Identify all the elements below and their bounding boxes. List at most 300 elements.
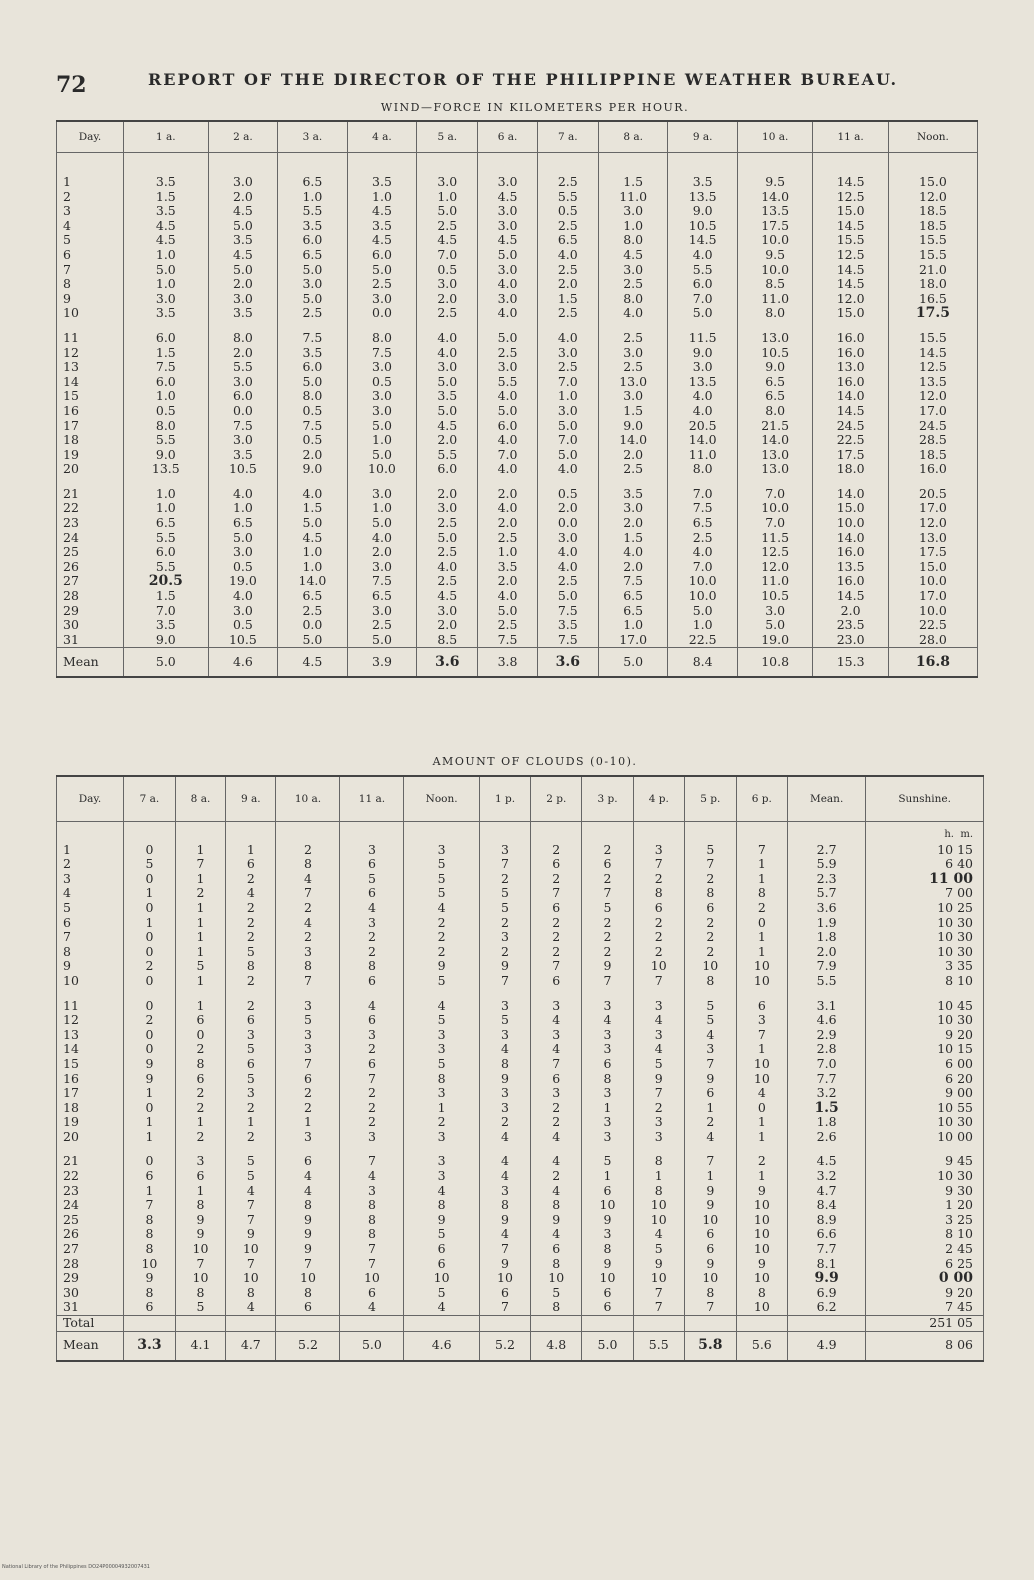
value-cell: 7.5 (124, 360, 209, 375)
value-cell: 28.0 (888, 633, 977, 648)
value-cell: 3 (404, 1042, 479, 1057)
value-cell: 9.0 (278, 462, 348, 477)
value-cell: 5.0 (208, 219, 278, 234)
value-cell: 2.8 (787, 1042, 865, 1057)
value-cell: 1 (175, 872, 225, 887)
value-cell: 5 (124, 857, 176, 872)
value-cell: 7.5 (347, 346, 417, 361)
value-cell: 2 (276, 843, 340, 858)
table-row (57, 1257, 984, 1272)
value-cell: 1 (404, 1101, 479, 1116)
day-cell: 27 (57, 574, 124, 589)
value-cell: 28.5 (888, 433, 977, 448)
value-cell: 2.0 (537, 277, 598, 292)
value-cell: 10 (404, 1271, 479, 1286)
value-cell: 5 (633, 1242, 684, 1257)
value-cell: 7 (479, 1242, 530, 1257)
table-row (57, 901, 984, 916)
value-cell: 4.0 (478, 589, 537, 604)
value-cell: 2 (226, 916, 276, 931)
value-cell: 3 (633, 843, 684, 858)
value-cell: 6 (684, 901, 736, 916)
value-cell: 6 (582, 1184, 633, 1199)
value-cell: 6 (684, 1227, 736, 1242)
value-cell: 8 (124, 1213, 176, 1228)
mean-value: 4.5 (278, 648, 348, 678)
units-cell (531, 822, 582, 843)
value-cell: 4.0 (537, 545, 598, 560)
value-cell: 13.5 (737, 204, 812, 219)
value-cell: 10 (736, 1057, 787, 1072)
value-cell: 4.0 (598, 306, 668, 321)
value-cell: 15.5 (813, 233, 888, 248)
value-cell: 2.5 (278, 604, 348, 619)
value-cell: 7.0 (787, 1057, 865, 1072)
value-cell: 2 (226, 872, 276, 887)
value-cell: 6.5 (278, 248, 348, 263)
value-cell: 1.0 (347, 433, 417, 448)
value-cell: 3 (340, 1184, 404, 1199)
value-cell: 1.0 (278, 545, 348, 560)
value-cell: 17.0 (888, 501, 977, 516)
value-cell: 16.0 (813, 545, 888, 560)
day-cell: 31 (57, 1300, 124, 1315)
value-cell: 0 (736, 916, 787, 931)
value-cell: 9 (531, 1213, 582, 1228)
value-cell: 3 (582, 1227, 633, 1242)
value-cell: 2 (684, 916, 736, 931)
value-cell: 1 (175, 974, 225, 989)
value-cell: 10.0 (668, 574, 738, 589)
value-cell: 9 (276, 1242, 340, 1257)
value-cell: 3 (276, 1130, 340, 1145)
value-cell: 9.0 (598, 419, 668, 434)
day-cell: 14 (57, 1042, 124, 1057)
value-cell: 14.0 (813, 531, 888, 546)
value-cell: 7.0 (537, 433, 598, 448)
value-cell: 6.5 (537, 233, 598, 248)
value-cell: 4.0 (417, 331, 478, 346)
value-cell: 10 (531, 1271, 582, 1286)
value-cell: 6 (736, 999, 787, 1014)
value-cell: 6 (531, 1242, 582, 1257)
day-cell: 10 (57, 306, 124, 321)
clouds-col-header: 3 p. (582, 776, 633, 822)
value-cell: 4.5 (598, 248, 668, 263)
value-cell: 1 (175, 916, 225, 931)
value-cell: 13.5 (124, 462, 209, 477)
value-cell: 14.5 (813, 589, 888, 604)
value-cell: 1.5 (598, 153, 668, 190)
value-cell: 6 (124, 1300, 176, 1315)
value-cell: 1 (124, 1130, 176, 1145)
value-cell: 2.0 (208, 346, 278, 361)
value-cell: 5.0 (537, 448, 598, 463)
value-cell: 4 (684, 1130, 736, 1145)
value-cell: 3.0 (347, 292, 417, 307)
value-cell: 11.0 (737, 292, 812, 307)
value-cell: 18.5 (888, 204, 977, 219)
value-cell: 3.0 (598, 263, 668, 278)
value-cell: 6 (404, 1242, 479, 1257)
value-cell: 6 (582, 1300, 633, 1315)
value-cell: 4.0 (537, 248, 598, 263)
value-cell: 3.5 (417, 389, 478, 404)
value-cell: 6 (340, 857, 404, 872)
value-cell: 8 (226, 1286, 276, 1301)
value-cell: 0.5 (278, 404, 348, 419)
value-cell: 2.0 (598, 448, 668, 463)
value-cell: 8 10 (866, 974, 984, 989)
value-cell: 21.5 (737, 419, 812, 434)
clouds-col-header: 9 a. (226, 776, 276, 822)
value-cell: 5.0 (208, 531, 278, 546)
value-cell: 10 (684, 959, 736, 974)
value-cell: 7 (633, 857, 684, 872)
value-cell: 4.0 (347, 531, 417, 546)
value-cell: 2.5 (598, 277, 668, 292)
value-cell: 7.0 (668, 487, 738, 502)
value-cell: 9 (736, 1184, 787, 1199)
value-cell: 1 (736, 1115, 787, 1130)
value-cell: 4 (404, 999, 479, 1014)
value-cell: 4.0 (598, 545, 668, 560)
value-cell: 2 (340, 945, 404, 960)
table-row (57, 233, 978, 248)
value-cell: 4 (276, 916, 340, 931)
value-cell: 5 (404, 872, 479, 887)
value-cell: 9 (684, 1184, 736, 1199)
mean-value: 5.2 (479, 1331, 530, 1361)
value-cell: 1.0 (208, 501, 278, 516)
day-cell: 22 (57, 1169, 124, 1184)
value-cell: 3.0 (208, 375, 278, 390)
value-cell: 3.0 (347, 604, 417, 619)
value-cell: 4.5 (347, 204, 417, 219)
value-cell: 4 (340, 1169, 404, 1184)
value-cell: 9.0 (668, 346, 738, 361)
value-cell: 0 (124, 901, 176, 916)
value-cell: 6 25 (866, 1257, 984, 1272)
value-cell: 5.5 (668, 263, 738, 278)
value-cell: 3 (582, 1115, 633, 1130)
value-cell: 6.5 (737, 375, 812, 390)
table-row (57, 930, 984, 945)
value-cell: 16.0 (813, 331, 888, 346)
value-cell: 6.0 (208, 389, 278, 404)
wind-table-title: WIND—FORCE IN KILOMETERS PER HOUR. (380, 101, 690, 114)
value-cell: 8 (124, 1286, 176, 1301)
value-cell: 6 (531, 857, 582, 872)
value-cell: 13.5 (888, 375, 977, 390)
value-cell: 2 (124, 1013, 176, 1028)
value-cell: 2.0 (417, 618, 478, 633)
value-cell: 8 (276, 1286, 340, 1301)
value-cell: 5 (404, 857, 479, 872)
mean-value: 5.8 (684, 1331, 736, 1361)
value-cell: 6.5 (124, 516, 209, 531)
value-cell: 9 (582, 1213, 633, 1228)
value-cell: 0 (124, 945, 176, 960)
value-cell: 4 (479, 1042, 530, 1057)
value-cell: 5.0 (347, 633, 417, 648)
value-cell: 8 (404, 1198, 479, 1213)
value-cell: 8.0 (208, 331, 278, 346)
value-cell: 4 (340, 999, 404, 1014)
value-cell: 5.0 (668, 306, 738, 321)
value-cell: 6 (175, 1169, 225, 1184)
value-cell: 8.1 (787, 1257, 865, 1272)
value-cell: 8.0 (124, 419, 209, 434)
value-cell: 9 (479, 959, 530, 974)
value-cell: 10 (340, 1271, 404, 1286)
value-cell: 8.0 (668, 462, 738, 477)
value-cell: 6 (531, 974, 582, 989)
value-cell: 1 (124, 916, 176, 931)
value-cell: 0.5 (208, 618, 278, 633)
total-cell (684, 1316, 736, 1332)
value-cell: 2.5 (347, 618, 417, 633)
value-cell: 2.5 (417, 306, 478, 321)
value-cell: 24.5 (888, 419, 977, 434)
value-cell: 15.5 (888, 331, 977, 346)
value-cell: 7 (479, 1300, 530, 1315)
value-cell: 3 35 (866, 959, 984, 974)
value-cell: 2.5 (668, 531, 738, 546)
value-cell: 4.5 (124, 233, 209, 248)
value-cell: 8.5 (417, 633, 478, 648)
value-cell: 7 (684, 1154, 736, 1169)
value-cell: 2.5 (598, 462, 668, 477)
value-cell: 2.0 (813, 604, 888, 619)
value-cell: 2.5 (417, 574, 478, 589)
table-row (57, 886, 984, 901)
value-cell: 1.0 (598, 219, 668, 234)
value-cell: 8 (633, 886, 684, 901)
value-cell: 3.5 (478, 560, 537, 575)
value-cell: 13.0 (737, 331, 812, 346)
value-cell: 18.5 (888, 448, 977, 463)
day-cell: 5 (57, 233, 124, 248)
value-cell: 2 (340, 930, 404, 945)
value-cell: 4.0 (537, 462, 598, 477)
table-row (57, 633, 978, 648)
value-cell: 9 (684, 1072, 736, 1087)
value-cell: 8.0 (737, 306, 812, 321)
value-cell: 0 (736, 1101, 787, 1116)
value-cell: 1 (684, 1169, 736, 1184)
value-cell: 2 (479, 872, 530, 887)
value-cell: 3.0 (347, 360, 417, 375)
value-cell: 2 (684, 945, 736, 960)
value-cell: 10.5 (208, 462, 278, 477)
value-cell: 10 (736, 1300, 787, 1315)
value-cell: 5.0 (208, 263, 278, 278)
value-cell: 1 (736, 857, 787, 872)
day-cell: 5 (57, 901, 124, 916)
value-cell: 3.0 (478, 204, 537, 219)
mean-value: 4.6 (404, 1331, 479, 1361)
table-row (57, 1042, 984, 1057)
value-cell: 16.0 (888, 462, 977, 477)
day-cell: 20 (57, 462, 124, 477)
value-cell: 17.5 (737, 219, 812, 234)
table-row (57, 531, 978, 546)
value-cell: 14.0 (737, 433, 812, 448)
value-cell: 2.0 (347, 545, 417, 560)
clouds-col-header: 2 p. (531, 776, 582, 822)
value-cell: 5.0 (347, 419, 417, 434)
value-cell: 4 (684, 1028, 736, 1043)
value-cell: 4 (479, 1169, 530, 1184)
value-cell: 7 (226, 1198, 276, 1213)
value-cell: 3.0 (478, 360, 537, 375)
value-cell: 23.5 (813, 618, 888, 633)
value-cell: 7.5 (278, 331, 348, 346)
value-cell: 3.5 (347, 153, 417, 190)
value-cell: 1 (684, 1101, 736, 1116)
mean-value: 4.8 (531, 1331, 582, 1361)
value-cell: 6.0 (478, 419, 537, 434)
value-cell: 5.0 (537, 589, 598, 604)
table-row (57, 487, 978, 502)
value-cell: 14.5 (813, 263, 888, 278)
day-cell: 27 (57, 1242, 124, 1257)
value-cell: 6 (226, 1057, 276, 1072)
value-cell: 3.0 (537, 531, 598, 546)
value-cell: 8 (736, 886, 787, 901)
value-cell: 3.5 (208, 233, 278, 248)
wind-col-header: 3 a. (278, 121, 348, 153)
mean-label: Mean (57, 1331, 124, 1361)
value-cell: 4 (226, 886, 276, 901)
value-cell: 6.5 (598, 604, 668, 619)
value-cell: 3.0 (478, 153, 537, 190)
value-cell: 1 (175, 1115, 225, 1130)
value-cell: 2.9 (787, 1028, 865, 1043)
value-cell: 4 (479, 1227, 530, 1242)
value-cell: 2 (582, 930, 633, 945)
value-cell: 8 (479, 1057, 530, 1072)
value-cell: 6 (340, 1013, 404, 1028)
day-cell: 16 (57, 1072, 124, 1087)
value-cell: 3 (175, 1154, 225, 1169)
value-cell: 2 (175, 1042, 225, 1057)
total-cell (787, 1316, 865, 1332)
value-cell: 3.0 (598, 501, 668, 516)
clouds-col-header: 1 p. (479, 776, 530, 822)
value-cell: 18.5 (888, 219, 977, 234)
value-cell: 8 (531, 1198, 582, 1213)
value-cell: 15.0 (888, 153, 977, 190)
value-cell: 7.9 (787, 959, 865, 974)
table-row (57, 292, 978, 307)
value-cell: 10 (633, 1198, 684, 1213)
value-cell: 1 (226, 843, 276, 858)
value-cell: 2 (582, 843, 633, 858)
value-cell: 3 (479, 1184, 530, 1199)
value-cell: 6 (175, 1072, 225, 1087)
value-cell: 1 (124, 1115, 176, 1130)
value-cell: 3 (404, 1169, 479, 1184)
day-cell: 8 (57, 277, 124, 292)
value-cell: 3 (276, 1042, 340, 1057)
value-cell: 7 (276, 1057, 340, 1072)
value-cell: 8 (684, 974, 736, 989)
day-cell: 17 (57, 419, 124, 434)
value-cell: 1.5 (278, 501, 348, 516)
value-cell: 5.5 (124, 531, 209, 546)
units-cell (633, 822, 684, 843)
value-cell: 4.5 (208, 248, 278, 263)
value-cell: 0 (124, 872, 176, 887)
units-cell (175, 822, 225, 843)
value-cell: 10 30 (866, 1013, 984, 1028)
table-row (57, 1130, 984, 1145)
value-cell: 6 (684, 1242, 736, 1257)
value-cell: 4 (404, 901, 479, 916)
value-cell: 6.5 (668, 516, 738, 531)
value-cell: 2 (175, 1101, 225, 1116)
day-cell: 28 (57, 1257, 124, 1272)
value-cell: 9.9 (787, 1271, 865, 1286)
value-cell: 3 (684, 1042, 736, 1057)
value-cell: 14.0 (598, 433, 668, 448)
value-cell: 9 (684, 1257, 736, 1272)
value-cell: 11.0 (668, 448, 738, 463)
value-cell: 7 (175, 1257, 225, 1272)
value-cell: 3 (531, 999, 582, 1014)
value-cell: 9 (404, 959, 479, 974)
value-cell: 15.5 (888, 248, 977, 263)
group-gap (57, 1144, 984, 1154)
value-cell: 17.0 (888, 404, 977, 419)
value-cell: 5.5 (278, 204, 348, 219)
value-cell: 22.5 (888, 618, 977, 633)
value-cell: 6 (684, 1086, 736, 1101)
value-cell: 3 (633, 1130, 684, 1145)
value-cell: 10 (633, 1271, 684, 1286)
value-cell: 7 (684, 1057, 736, 1072)
value-cell: 13.0 (737, 448, 812, 463)
value-cell: 0 (124, 1154, 176, 1169)
running-head: REPORT OF THE DIRECTOR OF THE PHILIPPINE WEATHER BUREAU. (148, 70, 899, 89)
value-cell: 0.5 (417, 263, 478, 278)
day-cell: 6 (57, 916, 124, 931)
value-cell: 1 (124, 886, 176, 901)
value-cell: 6 (226, 857, 276, 872)
value-cell: 2 (633, 1101, 684, 1116)
value-cell: 9 00 (866, 1086, 984, 1101)
value-cell: 7 (633, 1086, 684, 1101)
value-cell: 1 (736, 1130, 787, 1145)
value-cell: 10 (582, 1198, 633, 1213)
day-cell: 29 (57, 604, 124, 619)
value-cell: 5.5 (787, 974, 865, 989)
mean-value: 8.4 (668, 648, 738, 678)
value-cell: 3 (531, 1028, 582, 1043)
value-cell: 3.5 (598, 487, 668, 502)
value-cell: 6 (531, 1072, 582, 1087)
table-row (57, 1013, 984, 1028)
value-cell: 10 (684, 1213, 736, 1228)
value-cell: 14.5 (813, 404, 888, 419)
value-cell: 7 (582, 974, 633, 989)
value-cell: 6 (276, 1154, 340, 1169)
value-cell: 10 (582, 1271, 633, 1286)
value-cell: 5 (340, 872, 404, 887)
value-cell: 1.0 (124, 487, 209, 502)
